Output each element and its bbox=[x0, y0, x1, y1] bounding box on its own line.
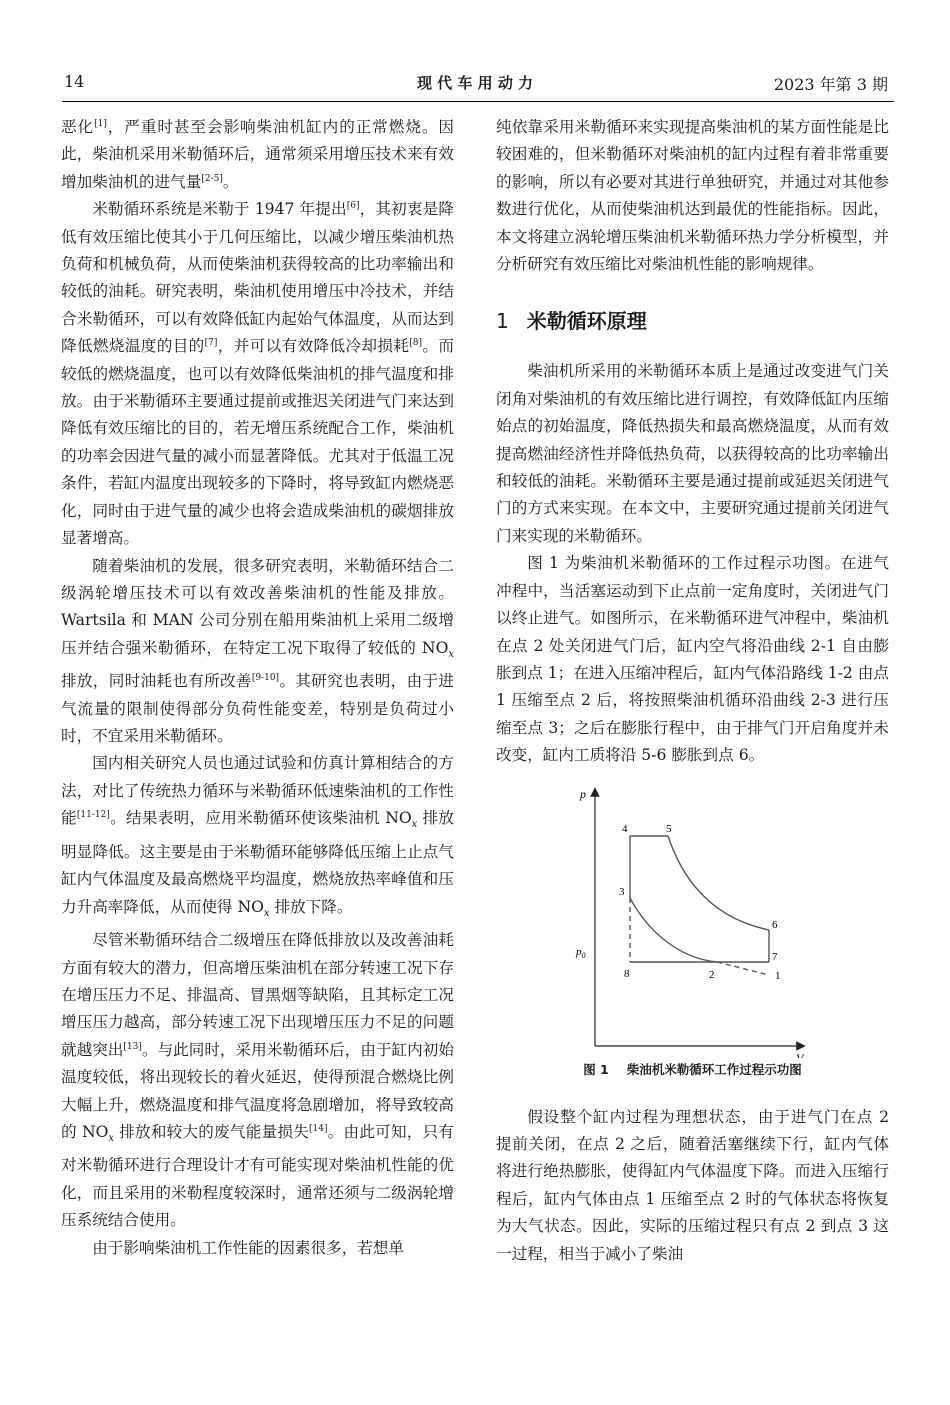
paragraph-p3: 随着柴油机的发展，很多研究表明，米勒循环结合二级涡轮增压技术可以有效改善柴油机的性能及排放。Wartsila 和 MAN 公司分别在船用柴油机上采用二级增压并结合强米勒循环，在特定工况下取得了较低的 $NO_x$ 排放，同时油耗也有所改善[9-10]。其研究也表明，由于进气流量的限制使得部分负荷性能变差，特别是负荷过小时，不宜采用米勒循环。 bbox=[61, 556, 454, 746]
svg-text:p0 bbox=[575, 946, 586, 960]
dashed-line-2-1 bbox=[717, 962, 769, 975]
header-rule bbox=[62, 101, 894, 102]
paragraph-p1: 恶化[1]，严重时甚至会影响柴油机缸内的正常燃烧。因此，柴油机采用米勒循环后，通常须采用增压技术来有效增加柴油机的进气量[2-5]。 bbox=[61, 118, 454, 191]
y-axis-label: p bbox=[580, 786, 586, 801]
point-5-label: 5 bbox=[666, 822, 672, 835]
subscript: x bbox=[411, 819, 418, 831]
paragraph-p8: 柴油机所采用的米勒循环本质上是通过改变进气门关闭角对柴油机的有效压缩比进行调控，有效降低缸内压缩始点的初始温度，降低热损失和最高燃烧温度，从而有效提高燃油经济性并降低热负荷，以获得较高的比功率输出和较低的油耗。米勒循环主要是通过提前或延迟关闭进气门的方式来实现。在本文中，主要研究通过提前关闭进气门来实现的米勒循环。 bbox=[496, 362, 889, 545]
right-column bbox=[496, 114, 889, 1268]
paragraph-p2: 米勒循环系统是米勒于 1947 年提出[6]，其初衷是降低有效压缩比使其小于几何压缩比，以减少增压柴油机热负荷和机械负荷，从而使柴油机获得较高的比功率输出和较低的油耗。研究表明，柴油机使用增压中冷技术，并结合米勒循环，可以有效降低缸内起始气体温度，从而达到降低燃烧温度的目的[7]，并可以有效降低冷却损耗[8]。而较低的燃烧温度，也可以有效降低柴油机的排气温度和排放。由于米勒循环主要通过提前或推迟关闭进气门来达到降低有效压缩比的目的，若无增压系统配合工作，柴油机的功率会因进气量的减小而显著降低。尤其对于低温工况条件，若缸内温度出现较多的下降时，将导致缸内燃烧恶化，同时由于进气量的减少也将会造成柴油机的碳烟排放显著增高。 bbox=[61, 200, 454, 548]
paragraph-p4: 国内相关研究人员也通过试验和仿真计算相结合的方法，对比了传统热力循环与米勒循环低速柴油机的工作性能[11-12]。结果表明，应用米勒循环使该柴油机 $NO_x$ 排放明显降低。这主要是由于米勒循环能够降低压缩上止点气缸内气体温度及最高燃烧平均温度，燃烧放热率峰值和压力升高率降低，从而使得 $NO_x$ 排放下降。 bbox=[61, 754, 454, 919]
paragraph-p7: 纯依靠采用米勒循环来实现提高柴油机的某方面性能是比较困难的，但米勒循环对柴油机的缸内过程有着非常重要的影响，所以有必要对其进行单独研究，并通过对其他参数进行优化，从而使柴油机达到最优的性能指标。因此，本文将建立涡轮增压柴油机米勒循环热力学分析模型，并分析研究有效压缩比对柴油机性能的影响规律。 bbox=[496, 118, 889, 274]
left-column bbox=[61, 114, 454, 1262]
subscript: x bbox=[108, 1133, 115, 1145]
citation: [13] bbox=[123, 1041, 142, 1052]
section-heading bbox=[496, 306, 889, 336]
citation: [14] bbox=[309, 1123, 328, 1134]
point-2-label: 2 bbox=[709, 968, 715, 981]
paragraph-p10: 假设整个缸内过程为理想状态，由于进气门在点 2 提前关闭，在点 2 之后，随着活塞继续下行，缸内气体将进行绝热膨胀，使得缸内气体温度下降。而进入压缩行程后，缸内气体由点 1 压缩至点 2 时的气体状态将恢复为大气状态。因此，实际的压缩过程只有点 2 到点 3 这一过程，相当于减小了柴油 bbox=[496, 1107, 889, 1263]
figure-caption-number: 图 1 bbox=[583, 1061, 609, 1077]
right-column-bottom bbox=[496, 1104, 889, 1268]
journal-title: 现 代 车 用 动 力 bbox=[416, 74, 534, 92]
citation: [1] bbox=[94, 118, 107, 129]
citation: [9-10] bbox=[251, 673, 280, 684]
pv-diagram bbox=[496, 778, 889, 1058]
citation: [7] bbox=[204, 338, 218, 349]
citation: [2-5] bbox=[201, 173, 223, 184]
p0-label: p bbox=[576, 945, 582, 958]
p0-sub: 0 bbox=[581, 950, 586, 960]
citation: [11-12] bbox=[76, 810, 110, 821]
point-8-label: 8 bbox=[624, 967, 630, 980]
subscript: x bbox=[263, 907, 270, 919]
point-3-label: 3 bbox=[619, 885, 625, 898]
citation: [6] bbox=[346, 201, 360, 212]
page-number: 14 bbox=[64, 72, 85, 91]
paragraph-p9: 图 1 为柴油机米勒循环的工作过程示功图。在进气冲程中，当活塞运动到下止点前一定角度时，关闭进气门以终止进气。如图所示，在米勒循环进气冲程中，柴油机在点 2 处关闭进气门后，缸内空气将沿曲线 2-1 自由膨胀到点 1；在进入压缩冲程后，缸内气体沿路线 1-2 由点 1 压缩至点 2 后，将按照柴油机循环沿曲线 2-3 进行压缩至点 3；之后在膨胀行程中，由于排气门开启角度并未改变，缸内工质将沿 5-6 膨胀到点 6。 bbox=[496, 554, 889, 765]
paragraph-p6: 由于影响柴油机工作性能的因素很多，若想单 bbox=[92, 1238, 405, 1257]
expansion-curve-5-6 bbox=[668, 836, 769, 930]
point-4-label: 4 bbox=[622, 822, 628, 835]
figure-1 bbox=[496, 778, 889, 1058]
figure-caption-text: 柴油机米勒循环工作过程示功图 bbox=[626, 1061, 802, 1077]
paragraph-p5: 尽管米勒循环结合二级增压在降低排放以及改善油耗方面有较大的潜力，但高增压柴油机在部分转速工况下存在增压压力不足、排温高、冒黑烟等缺陷，且其标定工况增压压力越高，部分转速工况下出现增压压力不足的问题就越突出[13]。与此同时，采用米勒循环后，由于缸内初始温度较低，将出现较长的着火延迟，使得预混合燃烧比例大幅上升，燃烧温度和排气温度将急剧增加，将导致较高的 $NO_x$ 排放和较大的废气能量损失[14]。由此可知，只有对米勒循环进行合理设计才有可能实现对柴油机性能的优化，而且采用的米勒程度较深时，通常还须与二级涡轮增压系统结合使用。 bbox=[61, 931, 454, 1230]
section-number: 1 bbox=[496, 309, 509, 334]
right-column-mid bbox=[496, 358, 889, 769]
point-6-label: 6 bbox=[772, 918, 778, 931]
right-column-top bbox=[496, 114, 889, 278]
section-title: 米勒循环原理 bbox=[526, 309, 647, 334]
figure-caption bbox=[496, 1060, 889, 1078]
point-1-label: 1 bbox=[775, 969, 781, 982]
x-axis-label: V bbox=[796, 1050, 804, 1058]
subscript: x bbox=[448, 648, 454, 660]
issue-label: 2023 年第 3 期 bbox=[773, 75, 888, 94]
citation: [8] bbox=[409, 338, 423, 349]
compression-curve-2-3 bbox=[630, 898, 717, 962]
point-7-label: 7 bbox=[772, 950, 778, 963]
